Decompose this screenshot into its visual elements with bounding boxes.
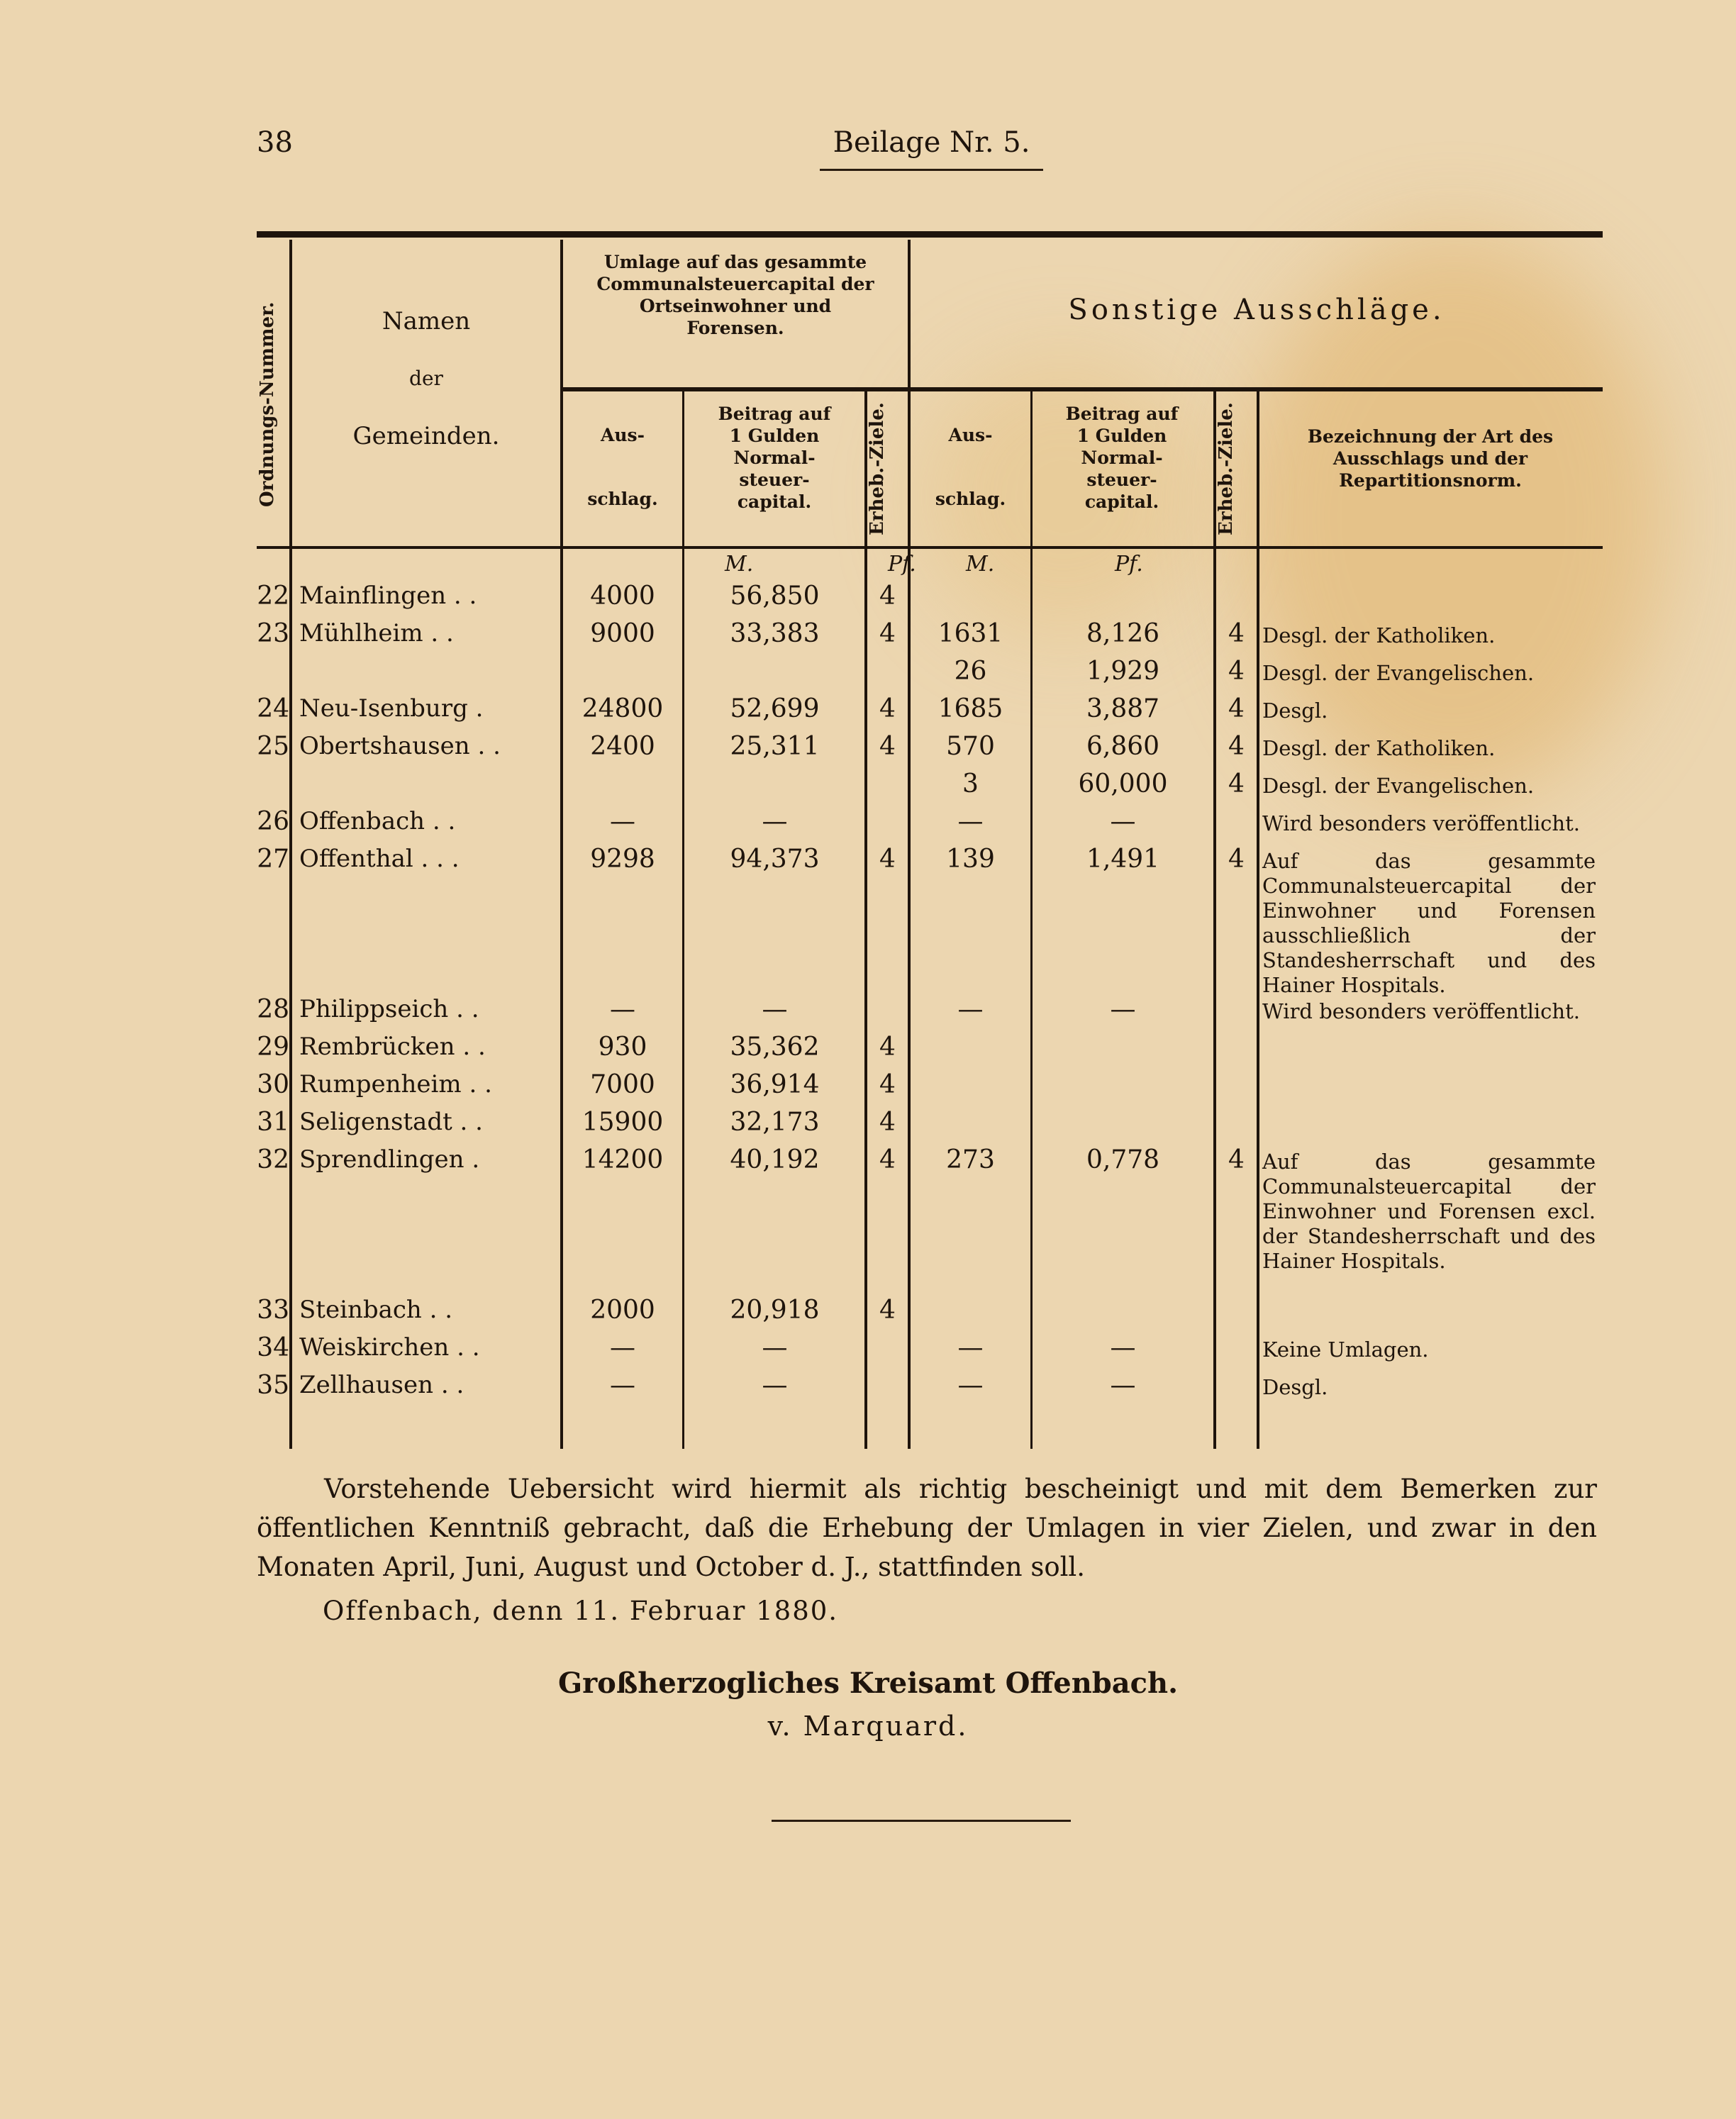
umlage-beitrag: 52,699 xyxy=(730,694,820,723)
umlage-beitrag: 40,192 xyxy=(730,1145,820,1174)
assessment-description: Desgl. xyxy=(1262,1375,1328,1399)
header-name-line3: Gemeinden. xyxy=(352,422,500,450)
assessment-description: Wird besonders veröffentlicht. xyxy=(1262,999,1580,1023)
header-name-line1: Namen xyxy=(382,307,471,335)
sonstige-ausschlag: 570 xyxy=(946,732,995,761)
unit-mark-1: M. xyxy=(725,552,754,577)
umlage-beitrag: 25,311 xyxy=(730,732,820,761)
sonstige-beitrag: 6,860 xyxy=(1086,732,1160,761)
header-title: Beilage Nr. 5. xyxy=(833,126,1030,159)
umlage-ausschlag: 930 xyxy=(598,1033,647,1062)
assessment-description: Auf das gesammte Communalsteuercapital der Einwohner und Forensen excl. der Standesherrschaft und des Hainer Hospitals. xyxy=(1262,1150,1596,1273)
municipality-name: Rumpenheim . . xyxy=(299,1070,492,1099)
sonstige-ausschlag: 139 xyxy=(946,845,995,874)
row-number: 25 xyxy=(257,732,289,761)
umlage-ausschlag: 14200 xyxy=(582,1145,664,1174)
row-number: 27 xyxy=(257,845,289,874)
sonstige-ausschlag: — xyxy=(957,1371,984,1400)
row-number: 32 xyxy=(257,1145,289,1174)
header-beitrag-1: Beitrag auf 1 Gulden Normal-steuer-capital. xyxy=(718,404,831,512)
umlage-ziele: 4 xyxy=(879,1145,896,1174)
header-ausschlag-2a: Aus- xyxy=(948,425,993,445)
row-number: 22 xyxy=(257,582,289,611)
municipality-name: Mainflingen . . xyxy=(299,582,477,610)
sonstige-beitrag: 0,778 xyxy=(1086,1145,1160,1174)
sonstige-beitrag: — xyxy=(1110,995,1136,1024)
sonstige-ziele: 4 xyxy=(1228,732,1245,761)
umlage-ausschlag: 2000 xyxy=(590,1296,655,1325)
umlage-ausschlag: 7000 xyxy=(590,1070,655,1099)
umlage-ausschlag: — xyxy=(610,1371,635,1400)
umlage-ziele: 4 xyxy=(879,1033,896,1062)
umlage-ausschlag: 24800 xyxy=(582,694,664,723)
unit-pf-2: Pf. xyxy=(1115,552,1143,577)
header-beitrag-2: Beitrag auf 1 Gulden Normal-steuer-capital. xyxy=(1065,404,1179,512)
umlage-ziele: 4 xyxy=(879,619,896,648)
sonstige-beitrag: — xyxy=(1110,807,1136,836)
closing-rule xyxy=(772,1820,1071,1822)
header-bottom-rule xyxy=(257,546,1603,549)
sonstige-ausschlag: 26 xyxy=(954,657,987,686)
umlage-ausschlag: 15900 xyxy=(582,1108,664,1137)
umlage-beitrag: 20,918 xyxy=(730,1296,820,1325)
table-top-rule xyxy=(257,231,1603,238)
row-number: 33 xyxy=(257,1296,289,1325)
header-ausschlag-2b: schlag. xyxy=(935,489,1006,509)
sonstige-ziele: 4 xyxy=(1228,619,1245,648)
sonstige-beitrag: 8,126 xyxy=(1086,619,1160,648)
umlage-ziele: 4 xyxy=(879,694,896,723)
header-name-line2: der xyxy=(409,367,443,390)
row-number: 31 xyxy=(257,1108,289,1137)
authority: Großherzogliches Kreisamt Offenbach. xyxy=(557,1667,1179,1700)
umlage-ziele: 4 xyxy=(879,1108,896,1137)
row-number: 30 xyxy=(257,1070,289,1099)
sonstige-ausschlag: 1631 xyxy=(937,619,1003,648)
umlage-ausschlag: — xyxy=(610,1333,635,1362)
umlage-beitrag: — xyxy=(762,1333,788,1362)
sonstige-beitrag: 3,887 xyxy=(1086,694,1160,723)
sonstige-ziele: 4 xyxy=(1228,657,1245,686)
sonstige-ausschlag: — xyxy=(957,995,984,1024)
umlage-ziele: 4 xyxy=(879,1070,896,1099)
municipality-name: Obertshausen . . xyxy=(299,732,501,760)
row-number: 23 xyxy=(257,619,289,648)
umlage-beitrag: — xyxy=(762,995,788,1024)
umlage-ausschlag: — xyxy=(610,995,635,1024)
sonstige-ausschlag: 1685 xyxy=(937,694,1003,723)
unit-pf-1: Pf. xyxy=(888,552,916,577)
assessment-description: Desgl. xyxy=(1262,699,1328,723)
page-number: 38 xyxy=(257,126,293,159)
header-umlage: Umlage auf das gesammte Communalsteuercapital der Ortseinwohner und Forensen. xyxy=(596,252,874,338)
row-number: 35 xyxy=(257,1371,289,1400)
row-number: 34 xyxy=(257,1333,289,1362)
row-number: 24 xyxy=(257,694,289,723)
assessment-description: Desgl. der Evangelischen. xyxy=(1262,774,1535,798)
sonstige-beitrag: 1,929 xyxy=(1086,657,1160,686)
umlage-ausschlag: 4000 xyxy=(590,582,655,611)
municipality-name: Zellhausen . . xyxy=(299,1371,464,1399)
signature: v. Marquard. xyxy=(767,1711,969,1742)
sonstige-ausschlag: 273 xyxy=(946,1145,995,1174)
header-ziele-2: Erheb.-Ziele. xyxy=(1215,402,1237,535)
umlage-ziele: 4 xyxy=(879,1296,896,1325)
sonstige-beitrag: — xyxy=(1110,1333,1136,1362)
umlage-beitrag: 35,362 xyxy=(730,1033,820,1062)
assessment-description: Desgl. der Katholiken. xyxy=(1262,736,1496,760)
municipality-name: Mühlheim . . xyxy=(299,619,454,647)
row-number: 29 xyxy=(257,1033,289,1062)
municipality-name: Offenbach . . xyxy=(299,807,456,835)
municipality-name: Seligenstadt . . xyxy=(299,1108,483,1136)
municipality-name: Steinbach . . xyxy=(299,1296,453,1324)
assessment-description: Keine Umlagen. xyxy=(1262,1337,1429,1362)
column-divider xyxy=(289,240,292,1449)
sonstige-ausschlag: — xyxy=(957,807,984,836)
header-ausschlag-1b: schlag. xyxy=(587,489,658,509)
umlage-ziele: 4 xyxy=(879,582,896,611)
umlage-beitrag: — xyxy=(762,1371,788,1400)
header-ausschlag-1a: Aus- xyxy=(600,425,645,445)
header-bezeichnung: Bezeichnung der Art des Ausschlags und der Repartitionsnorm. xyxy=(1307,426,1554,491)
umlage-beitrag: 94,373 xyxy=(730,845,820,874)
assessment-description: Wird besonders veröffentlicht. xyxy=(1262,811,1580,835)
unit-mark-2: M. xyxy=(966,552,995,577)
subheader-rule xyxy=(560,387,1603,391)
row-number: 28 xyxy=(257,995,289,1024)
municipality-name: Offenthal . . . xyxy=(299,845,460,873)
umlage-ausschlag: — xyxy=(610,807,635,836)
municipality-name: Sprendlingen . xyxy=(299,1145,480,1174)
date-line: Offenbach, denn 11. Februar 1880. xyxy=(323,1596,839,1626)
umlage-beitrag: 56,850 xyxy=(730,582,820,611)
sonstige-ziele: 4 xyxy=(1228,769,1245,799)
umlage-beitrag: 32,173 xyxy=(730,1108,820,1137)
sonstige-beitrag: 60,000 xyxy=(1078,769,1168,799)
municipality-name: Philippseich . . xyxy=(299,995,479,1023)
municipality-name: Rembrücken . . xyxy=(299,1033,486,1061)
header-sonstige: Sonstige Ausschläge. xyxy=(1068,294,1445,326)
umlage-ausschlag: 9000 xyxy=(590,619,655,648)
header-ziele-1: Erheb.-Ziele. xyxy=(867,402,888,535)
umlage-ausschlag: 9298 xyxy=(590,845,655,874)
row-number: 26 xyxy=(257,807,289,836)
sonstige-ausschlag: — xyxy=(957,1333,984,1362)
umlage-beitrag: 33,383 xyxy=(730,619,820,648)
umlage-beitrag: — xyxy=(762,807,788,836)
sonstige-ziele: 4 xyxy=(1228,694,1245,723)
assessment-description: Auf das gesammte Communalsteuercapital der Einwohner und Forensen ausschließlich der Standesherrschaft und des Hainer Hospitals. xyxy=(1262,849,1596,997)
header-ordnungs-nummer: Ordnungs-Nummer. xyxy=(257,301,278,508)
municipality-name: Weiskirchen . . xyxy=(299,1333,480,1362)
sonstige-ziele: 4 xyxy=(1228,845,1245,874)
umlage-ausschlag: 2400 xyxy=(590,732,655,761)
sonstige-ziele: 4 xyxy=(1228,1145,1245,1174)
sonstige-ausschlag: 3 xyxy=(962,769,979,799)
certification-paragraph: Vorstehende Uebersicht wird hiermit als richtig bescheinigt und mit dem Bemerken zur öffentlichen Kenntniß gebracht, daß die Erhebung der Umlagen in vier Zielen, und zwar in den Monaten April, Juni, August und October d. J., stattfinden soll. xyxy=(257,1474,1597,1582)
umlage-beitrag: 36,914 xyxy=(730,1070,820,1099)
umlage-ziele: 4 xyxy=(879,732,896,761)
municipality-name: Neu-Isenburg . xyxy=(299,694,484,723)
assessment-description: Desgl. der Evangelischen. xyxy=(1262,661,1535,685)
umlage-ziele: 4 xyxy=(879,845,896,874)
sonstige-beitrag: 1,491 xyxy=(1086,845,1160,874)
sonstige-beitrag: — xyxy=(1110,1371,1136,1400)
assessment-description: Desgl. der Katholiken. xyxy=(1262,623,1496,647)
header-underline xyxy=(820,169,1043,171)
